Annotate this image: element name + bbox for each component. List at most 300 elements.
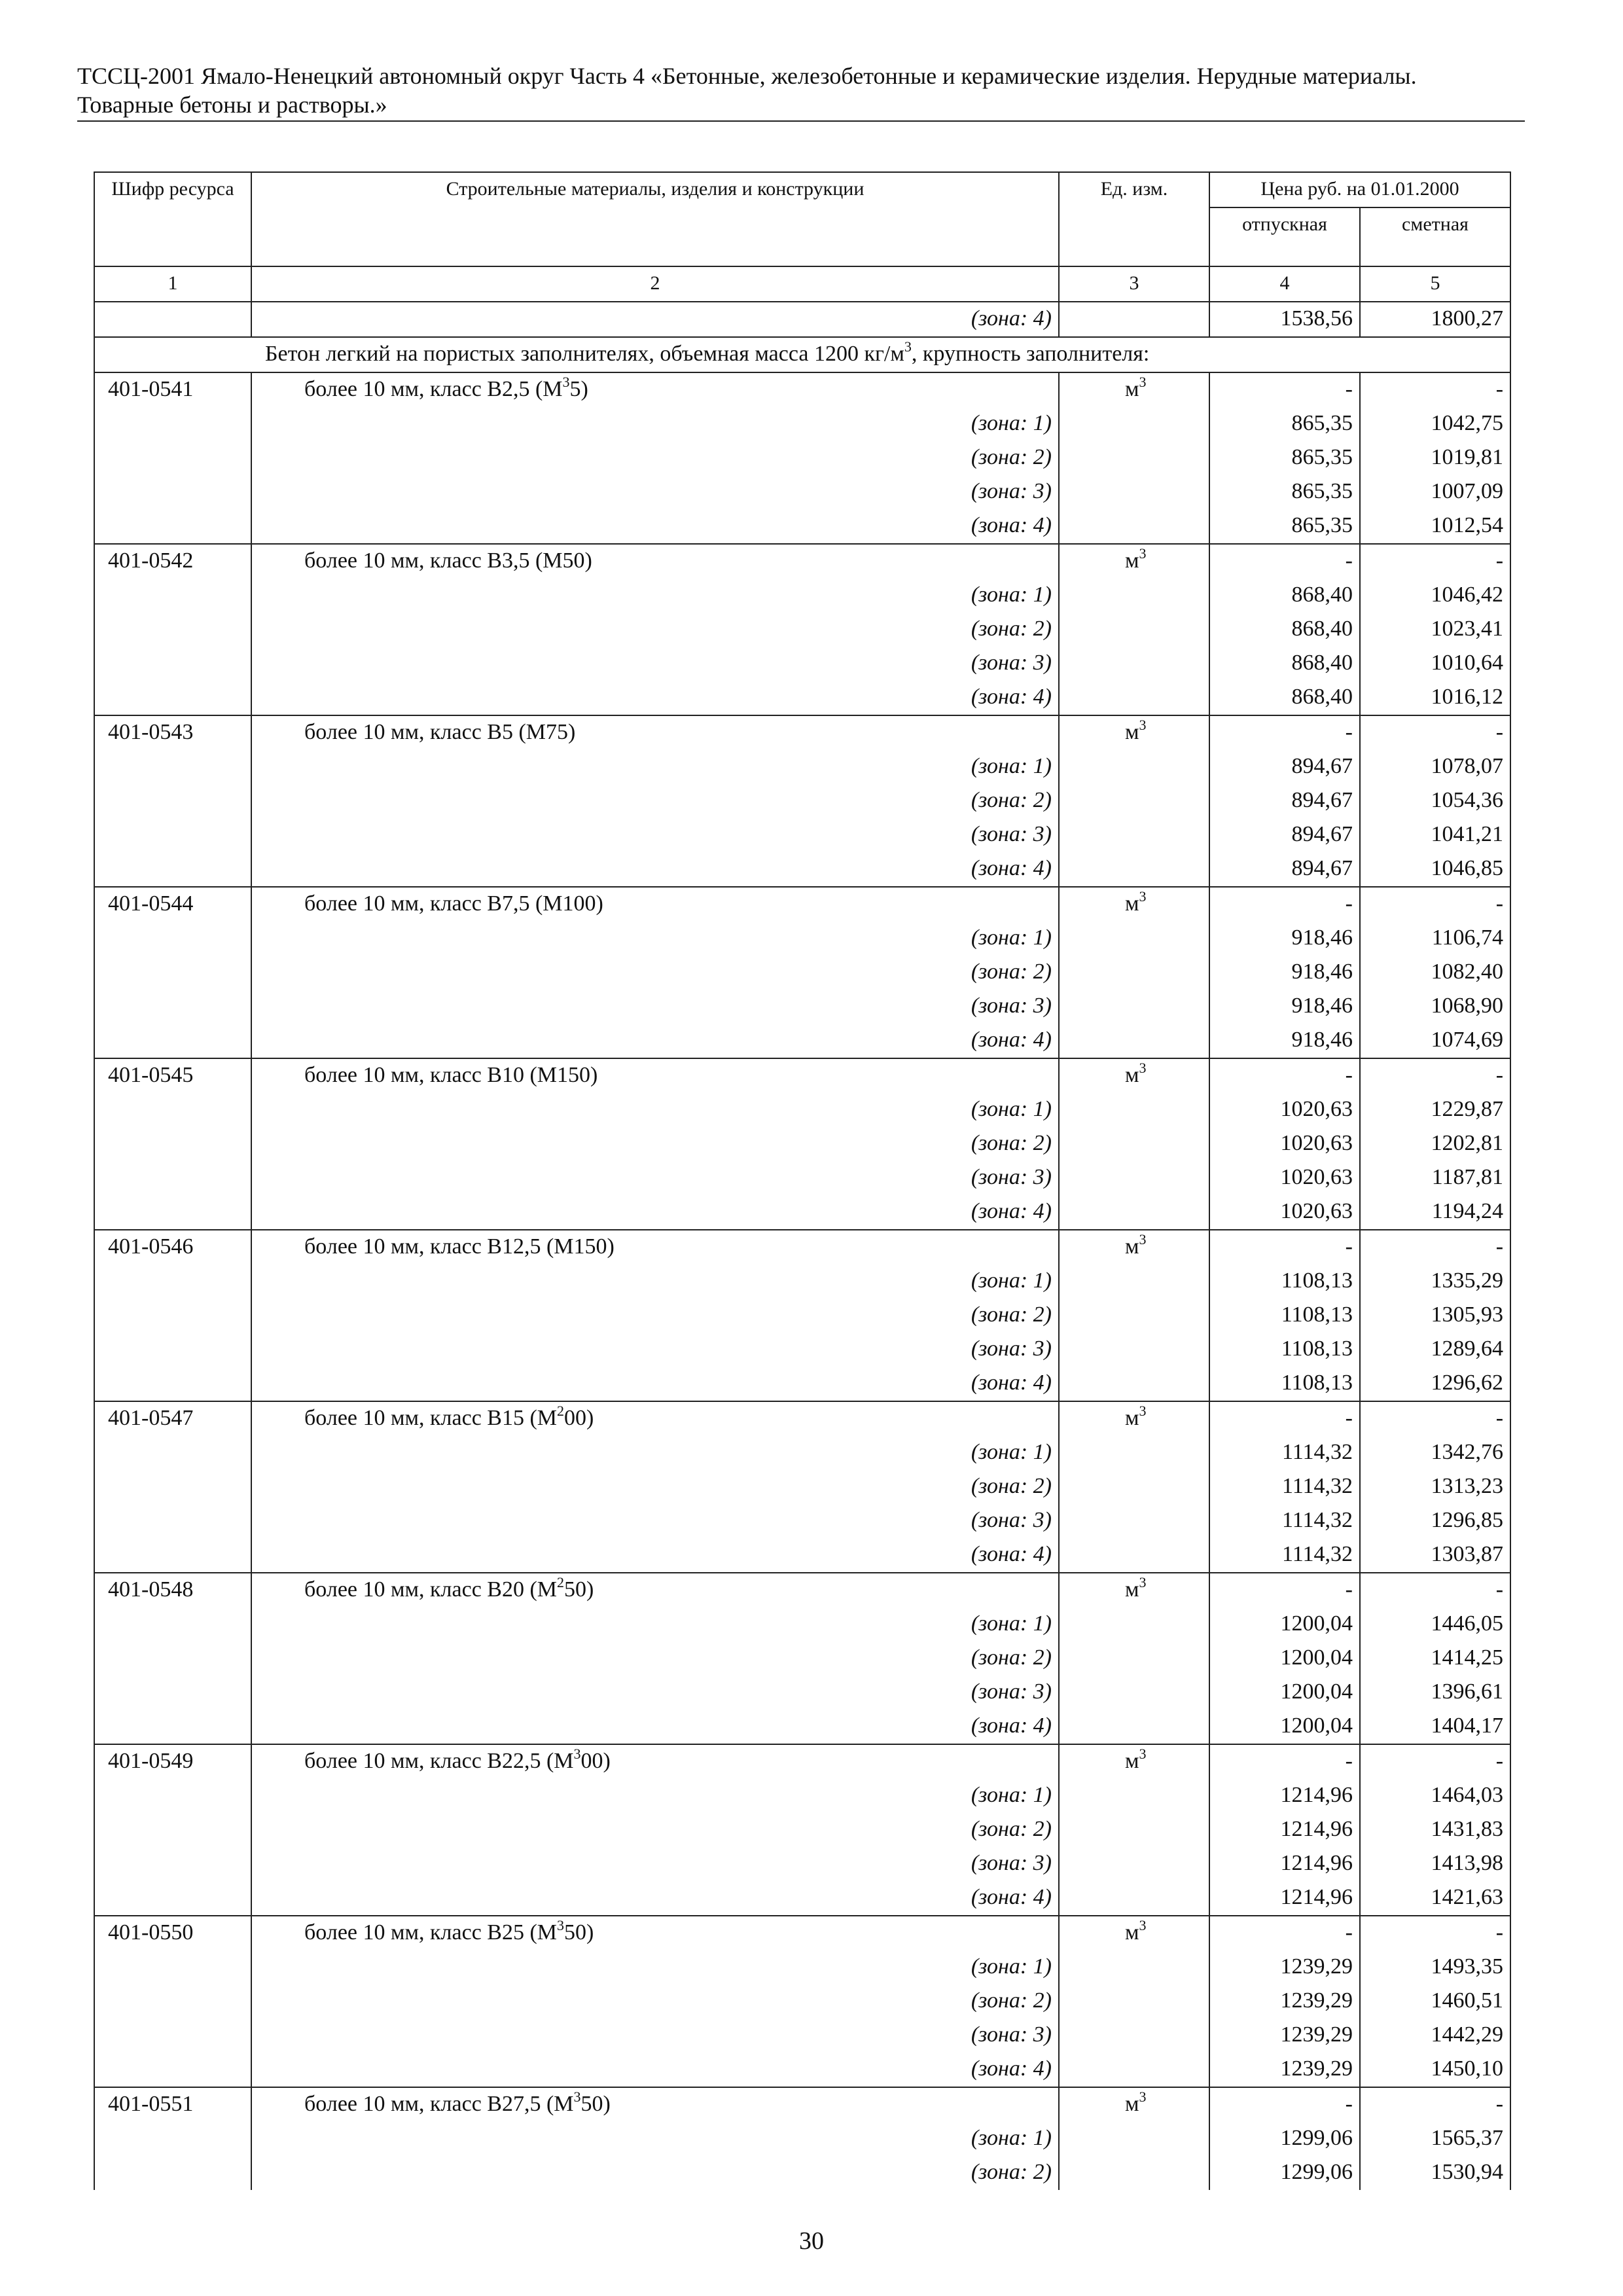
zone-label: (зона: 1) (251, 1950, 1059, 1984)
zone-row (94, 852, 1510, 887)
carry-over-row (94, 302, 1510, 337)
unit-cell (1059, 407, 1209, 441)
release-price: 894,67 (1209, 750, 1360, 784)
material-name-text: более 10 мм, класс В2,5 (М (304, 377, 563, 401)
table-row (94, 887, 1510, 922)
unit-cell (1059, 647, 1209, 681)
zone-label: (зона: 3) (251, 2018, 1059, 2053)
release-price: - (1209, 1744, 1360, 1779)
unit-cell (1059, 1024, 1209, 1058)
zone-label: (зона: 3) (251, 990, 1059, 1024)
release-price: 918,46 (1209, 1024, 1360, 1058)
unit-text: м (1125, 1406, 1139, 1430)
resource-code: 401-0550 (94, 1916, 251, 1950)
code-cell (94, 1504, 251, 1538)
zone-label: (зона: 3) (251, 1333, 1059, 1367)
release-price: 1200,04 (1209, 1710, 1360, 1744)
estimate-price: 1413,98 (1360, 1847, 1510, 1881)
code-cell (94, 784, 251, 818)
release-price: 1214,96 (1209, 1881, 1360, 1916)
material-name (251, 1230, 1059, 1265)
material-name-superscript: 2 (557, 1403, 565, 1419)
estimate-price: 1046,85 (1360, 852, 1510, 887)
release-price: 918,46 (1209, 922, 1360, 956)
estimate-price: 1431,83 (1360, 1813, 1510, 1847)
zone-row (94, 1676, 1510, 1710)
code-cell (94, 750, 251, 784)
zone-row (94, 956, 1510, 990)
zone-row (94, 1641, 1510, 1676)
table-row (94, 1573, 1510, 1607)
estimate-price: - (1360, 1058, 1510, 1093)
estimate-price: 1460,51 (1360, 1984, 1510, 2018)
code-cell (94, 1950, 251, 1984)
estimate-price: 1078,07 (1360, 750, 1510, 784)
unit-cell (1059, 1436, 1209, 1470)
estimate-price: 1565,37 (1360, 2122, 1510, 2156)
zone-row (94, 1024, 1510, 1058)
zone-row (94, 750, 1510, 784)
unit-cell (1059, 1161, 1209, 1195)
zone-row (94, 1470, 1510, 1504)
estimate-price: 1046,42 (1360, 579, 1510, 613)
material-name (251, 715, 1059, 750)
code-cell (94, 1333, 251, 1367)
release-price: - (1209, 544, 1360, 579)
material-name-end: 50) (564, 1920, 594, 1945)
estimate-price: - (1360, 1230, 1510, 1265)
unit-cell (1059, 1401, 1209, 1436)
release-price: 865,35 (1209, 407, 1360, 441)
release-price: 868,40 (1209, 681, 1360, 715)
release-price: 894,67 (1209, 818, 1360, 852)
table-row (94, 715, 1510, 750)
unit-cell (1059, 681, 1209, 715)
material-name-text: более 10 мм, класс В22,5 (М (304, 1749, 574, 1773)
zone-row (94, 784, 1510, 818)
zone-label: (зона: 1) (251, 579, 1059, 613)
code-cell (94, 1813, 251, 1847)
zone-row (94, 1607, 1510, 1641)
zone-label: (зона: 1) (251, 750, 1059, 784)
material-name-text: более 10 мм, класс В5 (М75) (304, 720, 576, 744)
estimate-price: - (1360, 715, 1510, 750)
code-cell (94, 2053, 251, 2087)
unit-cell (1059, 509, 1209, 544)
zone-label: (зона: 3) (251, 1847, 1059, 1881)
zone-label: (зона: 3) (251, 1161, 1059, 1195)
estimate-price: 1041,21 (1360, 818, 1510, 852)
estimate-price: 1800,27 (1360, 302, 1510, 337)
code-cell (94, 1093, 251, 1127)
table-row (94, 1916, 1510, 1950)
unit-cell (1059, 579, 1209, 613)
unit-cell (1059, 990, 1209, 1024)
code-cell (94, 579, 251, 613)
zone-label: (зона: 4) (251, 1538, 1059, 1573)
price-table (94, 171, 1511, 2190)
zone-label: (зона: 3) (251, 1504, 1059, 1538)
zone-row (94, 1950, 1510, 1984)
page-header (77, 62, 1525, 122)
estimate-price: 1450,10 (1360, 2053, 1510, 2087)
code-cell (94, 1265, 251, 1299)
column-number: 4 (1209, 266, 1360, 302)
release-price: 1538,56 (1209, 302, 1360, 337)
unit-cell (1059, 2018, 1209, 2053)
release-price: 1020,63 (1209, 1127, 1360, 1161)
unit-cell (1059, 1333, 1209, 1367)
unit-cell (1059, 1744, 1209, 1779)
code-cell (94, 1161, 251, 1195)
unit-cell (1059, 475, 1209, 509)
release-price: 1114,32 (1209, 1504, 1360, 1538)
estimate-price: 1106,74 (1360, 922, 1510, 956)
zone-label: (зона: 4) (251, 1367, 1059, 1401)
zone-row (94, 681, 1510, 715)
release-price: 1200,04 (1209, 1641, 1360, 1676)
material-name (251, 544, 1059, 579)
zone-label: (зона: 3) (251, 647, 1059, 681)
zone-row (94, 2053, 1510, 2087)
zone-row (94, 1127, 1510, 1161)
code-cell (94, 1538, 251, 1573)
estimate-price: 1007,09 (1360, 475, 1510, 509)
code-cell (94, 475, 251, 509)
release-price: 1299,06 (1209, 2156, 1360, 2190)
estimate-price: 1335,29 (1360, 1265, 1510, 1299)
unit-cell (1059, 2087, 1209, 2122)
estimate-price: 1296,62 (1360, 1367, 1510, 1401)
estimate-price: - (1360, 1401, 1510, 1436)
column-header-unit: Ед. изм. (1059, 172, 1209, 266)
estimate-price: 1303,87 (1360, 1538, 1510, 1573)
unit-cell (1059, 1093, 1209, 1127)
code-cell (94, 647, 251, 681)
unit-cell (1059, 1881, 1209, 1916)
unit-cell (1059, 613, 1209, 647)
release-price: 1214,96 (1209, 1779, 1360, 1813)
code-cell (94, 1470, 251, 1504)
estimate-price: 1404,17 (1360, 1710, 1510, 1744)
price-table-body (94, 172, 1510, 2190)
estimate-price: 1202,81 (1360, 1127, 1510, 1161)
estimate-price: 1421,63 (1360, 1881, 1510, 1916)
estimate-price: 1042,75 (1360, 407, 1510, 441)
unit-cell (1059, 1847, 1209, 1881)
code-cell (94, 407, 251, 441)
release-price: 1114,32 (1209, 1470, 1360, 1504)
table-row (94, 2087, 1510, 2122)
material-name-superscript: 3 (573, 2089, 581, 2105)
zone-label: (зона: 2) (251, 1984, 1059, 2018)
zone-row (94, 1847, 1510, 1881)
unit-cell (1059, 887, 1209, 922)
unit-superscript: 3 (1139, 888, 1147, 905)
material-name (251, 1573, 1059, 1607)
zone-row (94, 1299, 1510, 1333)
zone-label: (зона: 4) (251, 1195, 1059, 1230)
unit-cell (1059, 2156, 1209, 2190)
release-price: 1020,63 (1209, 1161, 1360, 1195)
release-price: - (1209, 715, 1360, 750)
unit-superscript: 3 (1139, 2089, 1147, 2105)
code-cell (94, 1607, 251, 1641)
release-price: 1108,13 (1209, 1265, 1360, 1299)
section-text: Бетон легкий на пористых заполнителях, объемная масса 1200 кг/м (265, 342, 904, 366)
material-name-superscript: 3 (557, 1917, 565, 1933)
code-cell (94, 1195, 251, 1230)
zone-row (94, 1504, 1510, 1538)
zone-row (94, 1813, 1510, 1847)
unit-cell (1059, 1127, 1209, 1161)
table-row (94, 544, 1510, 579)
zone-row (94, 1265, 1510, 1299)
release-price: 1200,04 (1209, 1607, 1360, 1641)
code-cell (94, 1127, 251, 1161)
release-price: 865,35 (1209, 475, 1360, 509)
estimate-price: 1074,69 (1360, 1024, 1510, 1058)
code-cell (94, 1024, 251, 1058)
unit-text: м (1125, 1749, 1139, 1773)
unit-cell (1059, 1916, 1209, 1950)
estimate-price: 1446,05 (1360, 1607, 1510, 1641)
zone-row (94, 1881, 1510, 1916)
material-name-text: более 10 мм, класс В25 (М (304, 1920, 558, 1945)
zone-label: (зона: 1) (251, 1779, 1059, 1813)
zone-label: (зона: 1) (251, 1093, 1059, 1127)
zone-label: (зона: 1) (251, 1265, 1059, 1299)
code-cell (94, 509, 251, 544)
unit-cell (1059, 441, 1209, 475)
code-cell (94, 1299, 251, 1333)
zone-row (94, 579, 1510, 613)
table-row (94, 1058, 1510, 1093)
release-price: 1214,96 (1209, 1813, 1360, 1847)
code-cell (94, 818, 251, 852)
estimate-price: 1016,12 (1360, 681, 1510, 715)
release-price: 1108,13 (1209, 1333, 1360, 1367)
zone-label: (зона: 1) (251, 1436, 1059, 1470)
zone-label: (зона: 2) (251, 1470, 1059, 1504)
zone-row (94, 1779, 1510, 1813)
release-price: 894,67 (1209, 784, 1360, 818)
zone-label: (зона: 4) (251, 302, 1059, 337)
unit-superscript: 3 (1139, 545, 1147, 562)
zone-row (94, 1333, 1510, 1367)
code-cell (94, 441, 251, 475)
column-number: 1 (94, 266, 251, 302)
code-cell (94, 1984, 251, 2018)
unit-text: м (1125, 1577, 1139, 1602)
release-price: 1020,63 (1209, 1195, 1360, 1230)
unit-cell (1059, 2053, 1209, 2087)
resource-code: 401-0549 (94, 1744, 251, 1779)
material-name-text: более 10 мм, класс В12,5 (М150) (304, 1234, 615, 1259)
section-heading (94, 337, 1510, 372)
table-row (94, 1230, 1510, 1265)
release-price: 865,35 (1209, 441, 1360, 475)
unit-superscript: 3 (1139, 1574, 1147, 1590)
material-name-superscript: 2 (557, 1574, 565, 1590)
release-price: 918,46 (1209, 956, 1360, 990)
release-price: 894,67 (1209, 852, 1360, 887)
zone-label: (зона: 2) (251, 1813, 1059, 1847)
unit-cell (1059, 1195, 1209, 1230)
unit-text: м (1125, 377, 1139, 401)
zone-label: (зона: 1) (251, 922, 1059, 956)
material-name-text: более 10 мм, класс В15 (М (304, 1406, 558, 1430)
resource-code: 401-0541 (94, 372, 251, 407)
unit-cell (1059, 1367, 1209, 1401)
release-price: - (1209, 1916, 1360, 1950)
code-cell (94, 1641, 251, 1676)
code-cell (94, 1676, 251, 1710)
release-price: 1200,04 (1209, 1676, 1360, 1710)
section-text-end: , крупность заполнителя: (911, 342, 1150, 366)
zone-row (94, 1195, 1510, 1230)
code-cell (94, 1847, 251, 1881)
code-cell (94, 1710, 251, 1744)
zone-label: (зона: 2) (251, 613, 1059, 647)
zone-label: (зона: 4) (251, 509, 1059, 544)
release-price: 1239,29 (1209, 1950, 1360, 1984)
zone-row (94, 441, 1510, 475)
material-name-end: 00) (580, 1749, 611, 1773)
code-cell (94, 990, 251, 1024)
zone-label: (зона: 4) (251, 852, 1059, 887)
zone-row (94, 647, 1510, 681)
zone-label: (зона: 4) (251, 2053, 1059, 2087)
resource-code: 401-0545 (94, 1058, 251, 1093)
zone-label: (зона: 4) (251, 1710, 1059, 1744)
estimate-price: 1442,29 (1360, 2018, 1510, 2053)
zone-row (94, 613, 1510, 647)
estimate-price: - (1360, 1573, 1510, 1607)
column-header-estimate: сметная (1360, 207, 1510, 266)
material-name-superscript: 3 (573, 1746, 581, 1762)
zone-label: (зона: 1) (251, 2122, 1059, 2156)
zone-row (94, 475, 1510, 509)
zone-row (94, 1436, 1510, 1470)
estimate-price: 1313,23 (1360, 1470, 1510, 1504)
unit-cell (1059, 1710, 1209, 1744)
estimate-price: 1068,90 (1360, 990, 1510, 1024)
material-name (251, 1058, 1059, 1093)
zone-label: (зона: 3) (251, 475, 1059, 509)
release-price: 868,40 (1209, 613, 1360, 647)
code-cell (94, 1367, 251, 1401)
zone-label: (зона: 2) (251, 1127, 1059, 1161)
estimate-price: 1082,40 (1360, 956, 1510, 990)
zone-label: (зона: 3) (251, 818, 1059, 852)
page-number: 30 (799, 2227, 824, 2255)
material-name-end: 00) (564, 1406, 594, 1430)
release-price: 1239,29 (1209, 2053, 1360, 2087)
resource-code: 401-0544 (94, 887, 251, 922)
zone-label: (зона: 3) (251, 1676, 1059, 1710)
unit-cell (1059, 1538, 1209, 1573)
unit-cell (1059, 956, 1209, 990)
release-price: 1239,29 (1209, 2018, 1360, 2053)
zone-row (94, 2156, 1510, 2190)
unit-cell (1059, 2122, 1209, 2156)
unit-superscript: 3 (1139, 1403, 1147, 1419)
column-number: 2 (251, 266, 1059, 302)
resource-code: 401-0543 (94, 715, 251, 750)
unit-text: м (1125, 1234, 1139, 1259)
unit-text: м (1125, 891, 1139, 916)
unit-text: м (1125, 548, 1139, 573)
unit-superscript: 3 (1139, 374, 1147, 390)
resource-code: 401-0542 (94, 544, 251, 579)
release-price: 1114,32 (1209, 1538, 1360, 1573)
section-superscript: 3 (904, 338, 912, 355)
zone-label: (зона: 4) (251, 681, 1059, 715)
zone-label: (зона: 2) (251, 784, 1059, 818)
estimate-price: - (1360, 887, 1510, 922)
unit-cell (1059, 852, 1209, 887)
estimate-price: 1289,64 (1360, 1333, 1510, 1367)
unit-superscript: 3 (1139, 1746, 1147, 1762)
unit-cell (1059, 1813, 1209, 1847)
header-line-2: Товарные бетоны и растворы.» (77, 92, 387, 118)
column-header-price: Цена руб. на 01.01.2000 (1209, 172, 1510, 207)
material-name (251, 1744, 1059, 1779)
zone-label: (зона: 2) (251, 1641, 1059, 1676)
zone-label: (зона: 4) (251, 1024, 1059, 1058)
zone-label: (зона: 1) (251, 407, 1059, 441)
zone-row (94, 1984, 1510, 2018)
unit-cell (1059, 922, 1209, 956)
code-cell (94, 2018, 251, 2053)
zone-row (94, 2018, 1510, 2053)
zone-row (94, 509, 1510, 544)
release-price: - (1209, 1573, 1360, 1607)
estimate-price: 1229,87 (1360, 1093, 1510, 1127)
unit-cell (1059, 1299, 1209, 1333)
estimate-price: 1187,81 (1360, 1161, 1510, 1195)
unit-cell (1059, 1470, 1209, 1504)
zone-label: (зона: 1) (251, 1607, 1059, 1641)
zone-row (94, 818, 1510, 852)
unit-superscript: 3 (1139, 1917, 1147, 1933)
unit-cell (1059, 1230, 1209, 1265)
resource-code: 401-0551 (94, 2087, 251, 2122)
column-header-release: отпускная (1209, 207, 1360, 266)
resource-code: 401-0547 (94, 1401, 251, 1436)
code-cell (94, 852, 251, 887)
estimate-price: - (1360, 1916, 1510, 1950)
code-cell (94, 1779, 251, 1813)
resource-code: 401-0546 (94, 1230, 251, 1265)
estimate-price: - (1360, 544, 1510, 579)
unit-superscript: 3 (1139, 1060, 1147, 1076)
unit-text: м (1125, 2092, 1139, 2116)
unit-cell (1059, 372, 1209, 407)
column-number: 5 (1360, 266, 1510, 302)
material-name-text: более 10 мм, класс В10 (М150) (304, 1063, 598, 1087)
unit-cell (1059, 1641, 1209, 1676)
estimate-price: 1194,24 (1360, 1195, 1510, 1230)
release-price: 1239,29 (1209, 1984, 1360, 2018)
estimate-price: 1019,81 (1360, 441, 1510, 475)
code-cell (94, 2122, 251, 2156)
zone-row (94, 1093, 1510, 1127)
estimate-price: 1010,64 (1360, 647, 1510, 681)
material-name-end: 50) (580, 2092, 611, 2116)
zone-label: (зона: 2) (251, 1299, 1059, 1333)
